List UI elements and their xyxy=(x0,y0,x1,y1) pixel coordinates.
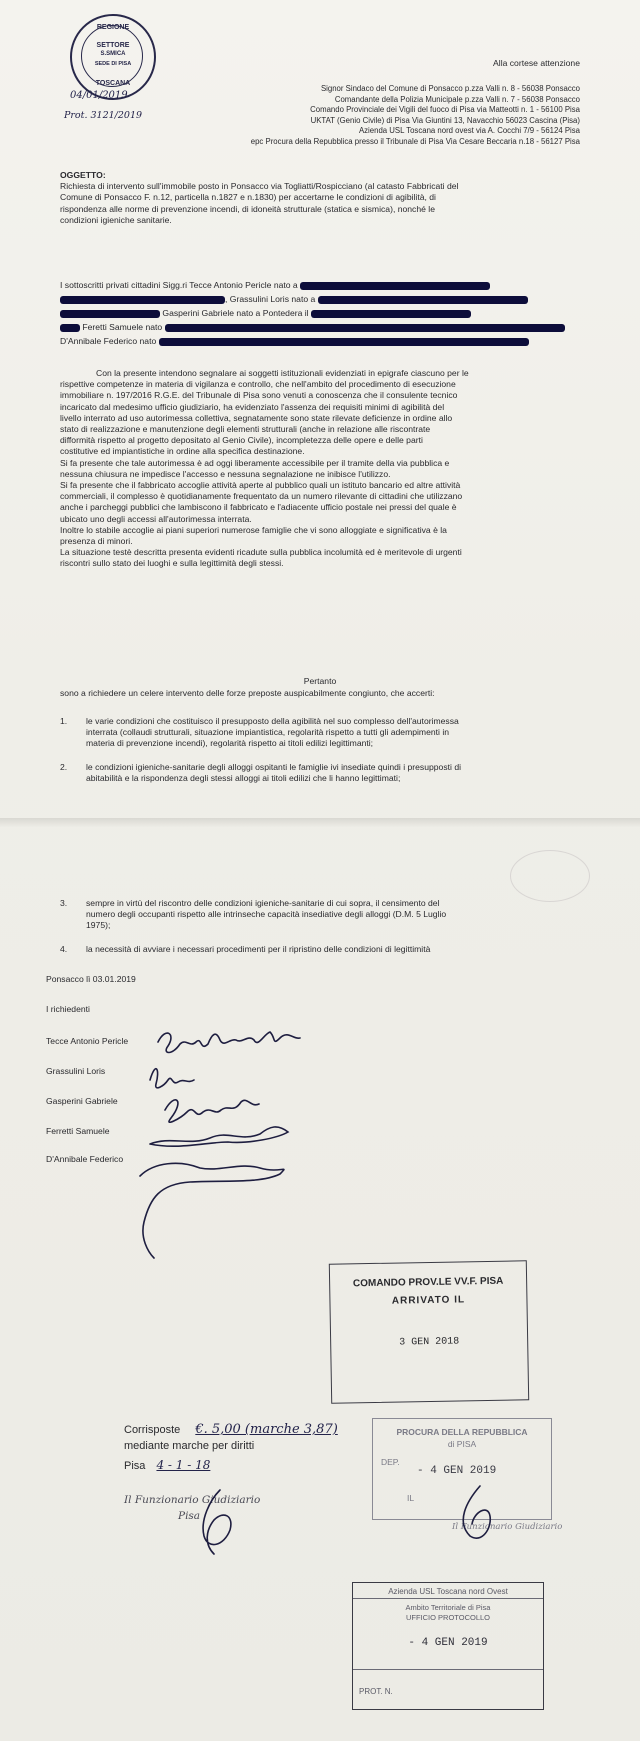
body-text xyxy=(60,368,584,570)
oggetto-block xyxy=(60,170,584,226)
pisa-date: 4 - 1 - 18 xyxy=(156,1458,211,1472)
redaction xyxy=(165,324,565,332)
recipient: Azienda USL Toscana nord ovest via A. Cocchi 7/9 - 56124 Pisa xyxy=(358,126,580,136)
stamp-asl-line1: Azienda USL Toscana nord Ovest xyxy=(353,1587,543,1599)
regione-seal xyxy=(70,14,156,100)
seal-bottom-text: TOSCANA xyxy=(95,80,131,87)
p5-line: La situazione testè descritta presenta evidenti ricadute sulla pubblica incolumità ed è meritevole di urgenti xyxy=(60,547,462,558)
sig-stroke xyxy=(463,1486,490,1538)
persons-p4: Feretti Samuele nato xyxy=(82,322,163,332)
oggetto-line: Comune di Ponsacco F. n.12, particella n.1827 e n.1830) per accertarne le condizioni di agibilità, di xyxy=(60,192,436,203)
handwritten-signatures xyxy=(0,1010,640,1260)
stamp-procura-date: - 4 GEN 2019 xyxy=(417,1465,497,1477)
pisa-label: Pisa xyxy=(124,1460,146,1472)
p1-line: stato di realizzazione e manutenzione degli elementi strutturali (anche in relazione alle riscontrate xyxy=(60,424,431,435)
signature-grassulini xyxy=(150,1069,194,1088)
page-fold xyxy=(0,818,640,828)
oggetto-label: OGGETTO: xyxy=(60,170,106,180)
seal-prot: Prot. 3121/2019 xyxy=(64,110,143,121)
corrisposte-amount: €. 5,00 (marche 3,87) xyxy=(195,1422,338,1437)
signer-name: D'Annibale Federico xyxy=(46,1154,124,1164)
signer-name: Ferretti Samuele xyxy=(46,1126,110,1136)
recipient: Comandante della Polizia Municipale p.zza Valli n. 7 - 56038 Ponsacco xyxy=(334,94,580,104)
redaction xyxy=(300,282,490,290)
list-item xyxy=(60,716,576,750)
seal-top-text: REGIONE xyxy=(96,24,130,31)
redaction xyxy=(60,310,160,318)
signature-ferretti xyxy=(150,1127,288,1146)
richiedenti-label: I richiedenti xyxy=(46,1004,90,1014)
persons-p2: , Grassulini Loris nato a xyxy=(225,294,316,304)
p1-line: incaricato dal medesimo ufficio giudiziario, ha evidenziato l'assenza dei requisiti minimi di agibilità del xyxy=(60,401,445,412)
p3-line: anche i parcheggi pubblici che lambiscono il fabbricato e l'adiacente ufficio postale nei pressi del quale è xyxy=(60,502,457,513)
item-number: 2. xyxy=(60,762,68,772)
faint-stamp xyxy=(510,850,590,902)
stamp-procura-line2: di PISA xyxy=(447,1439,477,1449)
procura-signature xyxy=(450,1480,520,1550)
p2-line: Si fa presente che tale autorimessa è ad oggi liberamente accessibile per il tramite della via pubblica e xyxy=(60,457,450,468)
stamp-procura-dep: DEP. xyxy=(381,1457,400,1467)
p4-line: presenza di minori. xyxy=(60,536,133,547)
redaction xyxy=(311,310,471,318)
list-item xyxy=(60,898,576,932)
redaction xyxy=(159,338,529,346)
stamp-procura-line1: PROCURA DELLA REPUBBLICA xyxy=(396,1427,528,1437)
stamp-asl xyxy=(352,1582,544,1710)
p1-line: difformità rispetto al progetto depositato al Genio Civile), incompletezza delle opere e delle parti xyxy=(60,435,423,446)
seal-date: 04/01/2019 xyxy=(70,90,128,101)
heading: Alla cortese attenzione xyxy=(493,58,580,68)
seal-mid3: SEDE DI PISA xyxy=(94,61,132,67)
p4-line: Inoltre lo stabile accoglie ai piani superiori numerose famiglie che vi sono alloggiate e significativa è la xyxy=(60,524,447,535)
recipient: Signor Sindaco del Comune di Ponsacco p.zza Valli n. 8 - 56038 Ponsacco xyxy=(320,84,580,93)
seal-mid1: SETTORE xyxy=(96,42,130,49)
persons-p5: D'Annibale Federico nato xyxy=(60,336,157,346)
recipient: Comando Provinciale dei Vigili del fuoco di Pisa via Matteotti n. 1 - 56100 Pisa xyxy=(310,105,580,115)
stamp-vvf-line1: COMANDO PROV.LE VV.F. PISA xyxy=(352,1275,504,1290)
p1-line: costitutive ed impiantistiche in ordine alla specifica destinazione. xyxy=(60,446,305,457)
stamp-procura-sig: Il Funzionario Giudiziario xyxy=(452,1522,563,1532)
item-number: 3. xyxy=(60,898,68,908)
redaction xyxy=(60,296,225,304)
place-date: Ponsacco lì 03.01.2019 xyxy=(46,974,136,984)
persons-intro: I sottoscritti privati cittadini Sigg.ri Tecce Antonio Pericle nato a xyxy=(60,280,298,290)
oggetto-line: condizioni igieniche sanitarie. xyxy=(60,214,172,225)
sig-stroke xyxy=(203,1490,231,1554)
p1-line: rispettive competenze in materia di vigilanza e controllo, che nell'ambito del procedimento di esecuzione xyxy=(60,379,456,390)
funzionario-signature xyxy=(180,1480,270,1560)
funzionario-place: Pisa xyxy=(178,1510,201,1522)
stamp-procura-il: IL xyxy=(407,1493,415,1503)
recipient: UKTAT (Genio Civile) di Pisa Via Giuntini 13, Navacchio 56023 Cascina (Pisa) xyxy=(310,115,580,125)
item-line: numero degli occupanti rispetto alle intrinseche capacità insediative degli alloggi (D.M. 5 Luglio xyxy=(86,909,447,920)
item-number: 4. xyxy=(60,944,68,954)
stamp-vvf-line2: ARRIVATO IL xyxy=(391,1294,466,1307)
item-line: sempre in virtù del riscontro delle condizioni igieniche-sanitarie di cui sopra, il censimento del xyxy=(86,898,440,908)
p3-line: commerciali, il complesso è quotidianamente frequentato da un numero rilevante di cittadini che utilizzano xyxy=(60,491,463,502)
p1-line: Con la presente intendono segnalare ai soggetti istituzionali evidenziati in epigrafe ciascuno per le xyxy=(96,368,469,378)
persons-p3: Gasperini Gabriele nato a Pontedera il xyxy=(162,308,309,318)
signer-name: Tecce Antonio Pericle xyxy=(46,1036,129,1046)
stamp-asl-line2: Ambito Territoriale di Pisa xyxy=(405,1603,491,1612)
seal-mid2: S.SMICA xyxy=(100,51,126,57)
stamp-asl-prot: PROT. N. xyxy=(359,1687,393,1696)
item-line: le condizioni igieniche-sanitarie degli alloggi ospitanti le famiglie ivi insediate quindi i presupposti di xyxy=(86,762,462,772)
item-line: interrata (collaudi strutturali, situazione impiantistica, regolarità rispetto a tutti gli adempimenti in xyxy=(86,727,450,738)
oggetto-line: Richiesta di intervento sull'immobile posto in Ponsacco via Togliatti/Rospicciano (al catasto Fabbricati del xyxy=(60,181,459,192)
item-line: la necessità di avviare i necessari procedimenti per il ripristino delle condizioni di legittimità xyxy=(86,944,431,954)
p3-line: ubicato uno degli accessi all'autorimessa interrata. xyxy=(60,513,252,524)
signature-tecce xyxy=(158,1032,300,1053)
corrisposte-label: Corrisposte xyxy=(124,1424,181,1436)
recipients-block xyxy=(251,84,580,148)
p2-line: nessuna chiusura ne impedisce l'accesso e nessuna segnalazione ne inibisce l'utilizzo. xyxy=(60,468,391,479)
persons-block xyxy=(60,278,584,348)
stamp-vvf-date: 3 GEN 2018 xyxy=(399,1336,460,1349)
p1-line: livello interrato ad uso autorimessa collettiva, segnatamente sono state rilevate deficienze in ordine allo xyxy=(60,412,453,423)
corrisposte-pisa xyxy=(124,1458,210,1472)
list-item xyxy=(60,944,576,955)
signature-gasperini xyxy=(165,1100,259,1122)
item-line: le varie condizioni che costituisco il presupposto della agibilità nel suo complesso dell'autorimessa xyxy=(86,716,459,726)
stamp-asl-line3: UFFICIO PROTOCOLLO xyxy=(405,1613,491,1622)
signer-name: Gasperini Gabriele xyxy=(46,1096,118,1106)
item-number: 1. xyxy=(60,716,68,726)
signature-dannibale xyxy=(140,1163,284,1258)
oggetto-line: rispondenza alle norme di prevenzione incendi, di idoneità strutturale (statica e sismica), nonché le xyxy=(60,203,435,214)
pertanto: Pertanto xyxy=(303,676,337,686)
p3-line: Si fa presente che il fabbricato accoglie attività aperte al pubblico quali un istituto bancario ed altre attività xyxy=(60,480,461,491)
signer-name: Grassulini Loris xyxy=(46,1066,106,1076)
redaction xyxy=(318,296,528,304)
stamp-vvf xyxy=(329,1260,529,1403)
request-line: sono a richiedere un celere intervento delle forze preposte auspicabilmente congiunto, che accerti: xyxy=(60,688,435,698)
item-line: 1975); xyxy=(86,920,111,931)
item-line: abitabilità e la rispondenza degli stessi alloggi ai titoli edilizi che li hanno legittimati; xyxy=(86,773,401,784)
corrisposte-line2: mediante marche per diritti xyxy=(124,1440,255,1452)
redaction xyxy=(60,324,80,332)
stamp-asl-date: - 4 GEN 2019 xyxy=(408,1637,488,1649)
item-line: materia di prevenzione incendi), regolarità rispetto ai titoli edilizi legittimanti; xyxy=(86,738,374,749)
funzionario-label: Il Funzionario Giudiziario xyxy=(124,1494,261,1506)
p5-line: riscontri sullo stato dei luoghi e sulla legittimità degli stessi. xyxy=(60,558,284,569)
list-item xyxy=(60,762,576,784)
p1-line: immobiliare n. 197/2016 R.G.E. del Tribunale di Pisa sono venuti a conoscenza che il consulente tecnico xyxy=(60,390,458,401)
recipient: epc Procura della Repubblica presso il Tribunale di Pisa Via Cesare Beccaria n.18 - 56127 Pisa xyxy=(250,136,580,146)
corrisposte-block xyxy=(124,1422,338,1437)
